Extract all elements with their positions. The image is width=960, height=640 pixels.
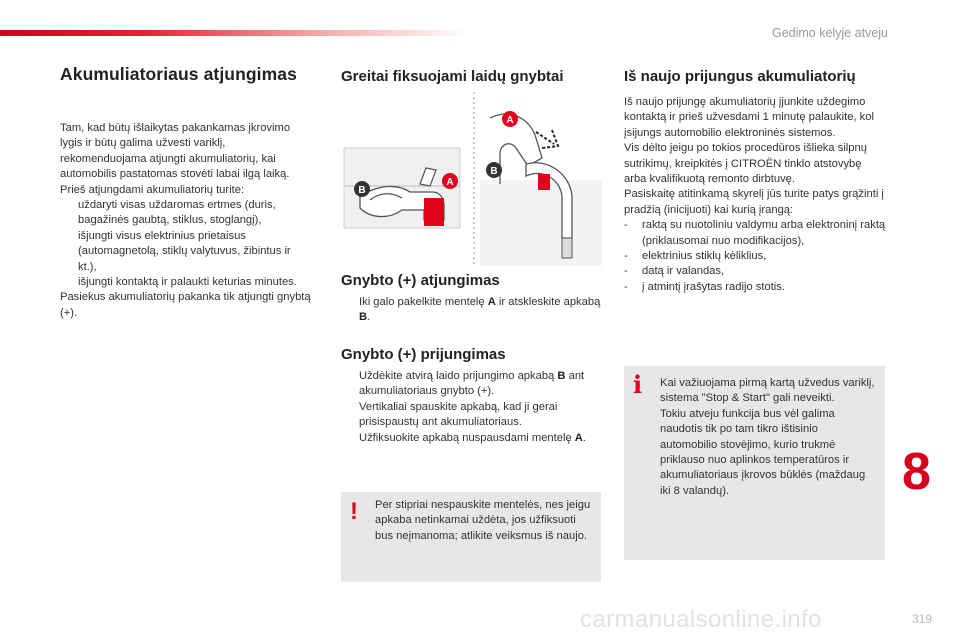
- header-accent-bar: [0, 30, 470, 36]
- disconnect-body: [341, 295, 601, 326]
- col1-intro: Tam, kad būtų išlaikytas pakankamas įkrovimo lygis ir būtų galima užvesti variklį, rekomenduojama atjungti akumuliatorių, kai automobilis pastatomas stovėti labai ilgą laiką.: [60, 122, 291, 181]
- col3-para1: Iš naujo prijungę akumuliatorių įjunkite uždegimo kontaktą ir prieš užvesdami 1 minutę palaukite, kol įsijungs automobilio elektroninės sistemos.: [624, 96, 874, 139]
- connect-title: Gnybto (+) prijungimas: [341, 346, 506, 363]
- col3-title: Iš naujo prijungus akumuliatorių: [624, 68, 856, 85]
- bullet-icon: [60, 198, 78, 229]
- list-item: Iki galo pakelkite mentelę A ir atskleskite apkabą B.: [341, 295, 601, 326]
- list-item: išjungti kontaktą ir palaukti keturias minutes.: [60, 275, 312, 290]
- col2-title: Greitai fiksuojami laidų gnybtai: [341, 68, 564, 85]
- watermark: carmanualsonline.info: [580, 606, 822, 633]
- list-item: - datą ir valandas,: [624, 265, 725, 278]
- connect-body: [341, 369, 601, 446]
- warning-icon: !: [350, 498, 358, 525]
- list-item: - elektrinius stiklų kėliklius,: [624, 250, 767, 263]
- list-item: - į atmintį įrašytas radijo stotis.: [624, 280, 785, 293]
- bullet-icon: [60, 275, 78, 290]
- col3-para2: Vis dėlto jeigu po tokios procedūros išlieka silpnų sutrikimų, kreipkitės į CITROËN tinklo atstovybę arba kvalifikuotą remonto dirbtuvę.: [624, 142, 867, 186]
- list-item: Uždėkite atvirą laido prijungimo apkabą B ant akumuliatoriaus gnybto (+).: [341, 369, 601, 400]
- disconnect-title: Gnybto (+) atjungimas: [341, 272, 500, 289]
- col1-body: [60, 121, 312, 321]
- page-title: Akumuliatoriaus atjungimas: [60, 64, 297, 84]
- bullet-icon: [60, 229, 78, 275]
- col1-outro: Pasiekus akumuliatorių pakanka tik atjungti gnybtą (+).: [60, 291, 311, 319]
- bullet-icon: [341, 431, 359, 446]
- label-a-left: A: [446, 177, 454, 188]
- label-a-right: A: [506, 115, 514, 126]
- col1-before: Prieš atjungdami akumuliatorių turite:: [60, 183, 245, 196]
- label-b-left: B: [358, 185, 366, 196]
- list-item: uždaryti visas uždaromas ertmes (duris, bagažinės gaubtą, stiklus, stoglangį),: [60, 198, 312, 229]
- info-icon: i: [633, 370, 643, 399]
- label-b-right: B: [490, 166, 498, 177]
- bullet-icon: [341, 400, 359, 431]
- page-number: 319: [912, 612, 933, 626]
- battery-clamp-illustration: [340, 88, 602, 266]
- bullet-icon: [341, 295, 359, 326]
- list-item: išjungti visus elektrinius prietaisus (automagnetolą, stiklų valytuvus, žibintus ir kt.),: [60, 229, 312, 275]
- col3-body: [624, 95, 886, 295]
- bullet-icon: [341, 369, 359, 400]
- col3-para3: Pasiskaitę atitinkamą skyrelį jūs turite patys grąžinti į pradžią (inicijuoti) kai kurią įrangą:: [624, 188, 884, 216]
- list-item: - raktą su nuotoliniu valdymu arba elektroninį raktą (priklausomai nuo modifikacijos),: [624, 219, 886, 247]
- info-text: Kai važiuojama pirmą kartą užvedus variklį, sistema "Stop & Start" gali neveikti. Tokiu atveju funkcija bus vėl galima naudotis tik po tam tikro ištisinio automobilio stovėjimo, kurio trukmė priklauso nuo aplinkos temperatūros ir akumuliatoriaus įkrovos būklės (maždaug iki 8 valandų).: [660, 377, 875, 497]
- clamp-left-drawing: [344, 148, 460, 228]
- chapter-number: 8: [902, 443, 931, 501]
- section-header: Gedimo kelyje atveju: [771, 26, 888, 40]
- list-item: Užfiksuokite apkabą nuspausdami mentelę A.: [341, 431, 601, 446]
- warning-text: Per stipriai nespauskite mentelės, nes jeigu apkaba netinkamai uždėta, jos užfiksuoti bus neįmanoma; atlikite veiksmus iš naujo.: [375, 499, 591, 542]
- list-item: Vertikaliai spauskite apkabą, kad ji gerai prisispaustų ant akumuliatoriaus.: [341, 400, 601, 431]
